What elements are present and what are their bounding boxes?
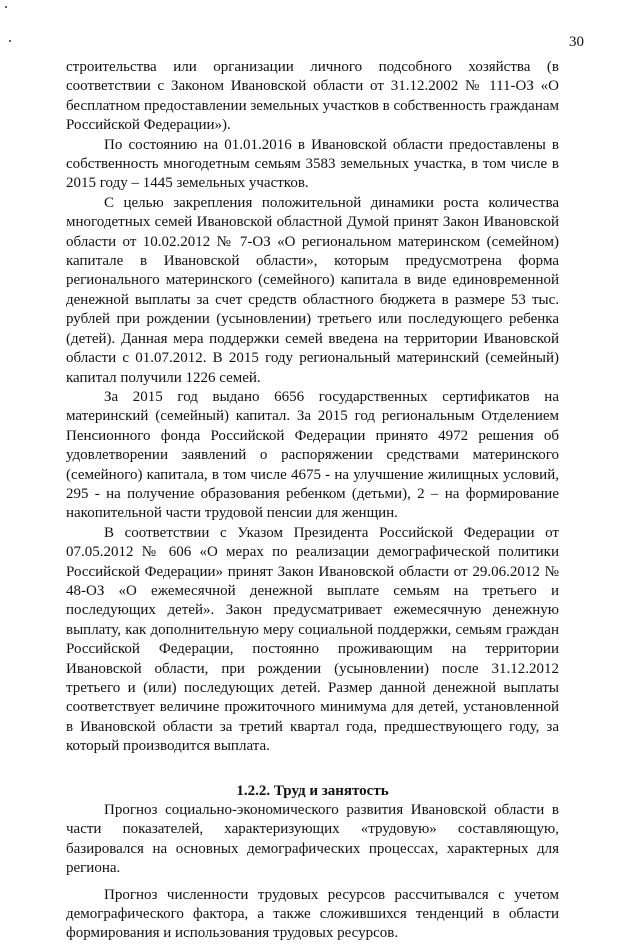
paragraph-land-plots: По состоянию на 01.01.2016 в Ивановской области предоставлены в собственность многодетным семьям 3583 земельных участка, в том числе в 2015 году – 1445 земельных участков. <box>66 136 559 192</box>
scan-speck <box>5 6 7 8</box>
scan-speck <box>9 40 11 42</box>
section-heading: 1.2.2. Труд и занятость <box>236 782 389 799</box>
paragraph-continuation: строительства или организации личного подсобного хозяйства (в соответствии с Законом Ивановской области от 31.12.2002 № 111-ОЗ «О бесплатном предоставлении земельных участков в собственность гражданам Российской Федерации»). <box>66 59 559 134</box>
paragraph-certificates: За 2015 год выдано 6656 государственных сертификатов на материнский (семейный) капитал. За 2015 год региональным Отделением Пенсионного фонда Российской Федерации принято 4972 решения об удовлетворении заявлений о распоряжении средствами материнского (семейного) капитала, в том числе 4675 - на улучшение жилищных условий, 295 - на получение образования ребенком (детьми), 2 – на формирование накопительной части трудовой пенсии для женщин. <box>66 388 559 522</box>
paragraph-regional-capital: С целью закрепления положительной динамики роста количества многодетных семей Ивановской областной Думой принят Закон Ивановской области от 10.02.2012 № 7-ОЗ «О региональном материнском (семейном) капитале в Ивановской области», которым предусмотрена форма регионального материнского (семейного) капитала в виде единовременной денежной выплаты за счет средств областного бюджета в размере 53 тыс. рублей при рождении (усыновлении) третьего или последующего ребенка (детей). Данная мера поддержки семей введена на территории Ивановской области с 01.07.2012. В 2015 году региональный материнский (семейный) капитал получили 1226 семей. <box>66 194 559 386</box>
paragraph-labor-forecast: Прогноз социально-экономического развития Ивановской области в части показателей, характеризующих «трудовую» составляющую, базировался на основных демографических процессах, характерных для региона. <box>66 802 559 877</box>
document-body <box>66 58 559 944</box>
paragraph-monthly-payment: В соответствии с Указом Президента Российской Федерации от 07.05.2012 № 606 «О мерах по реализации демографической политики Российской Федерации» принят Закон Ивановской области от 29.06.2012 № 48-ОЗ «О ежемесячной денежной выплате семьям на третьего и последующих детей». Закон предусматривает ежемесячную денежную выплату, как дополнительную меру социальной поддержки, семьям граждан Российской Федерации, постоянно проживающим на территории Ивановской области, при рождении (усыновлении) после 31.12.2012 третьего и (или) последующих детей. Размер данной денежной выплаты соответствует величине прожиточного минимума для детей, установленной в Ивановской области за третий квартал года, предшествующего году, за который производится выплата. <box>66 524 559 755</box>
paragraph-labor-resources: Прогноз численности трудовых ресурсов рассчитывался с учетом демографического фактора, а также сложившихся тенденций в области формирования и использования трудовых ресурсов. <box>66 886 559 942</box>
page-number: 30 <box>569 34 584 50</box>
